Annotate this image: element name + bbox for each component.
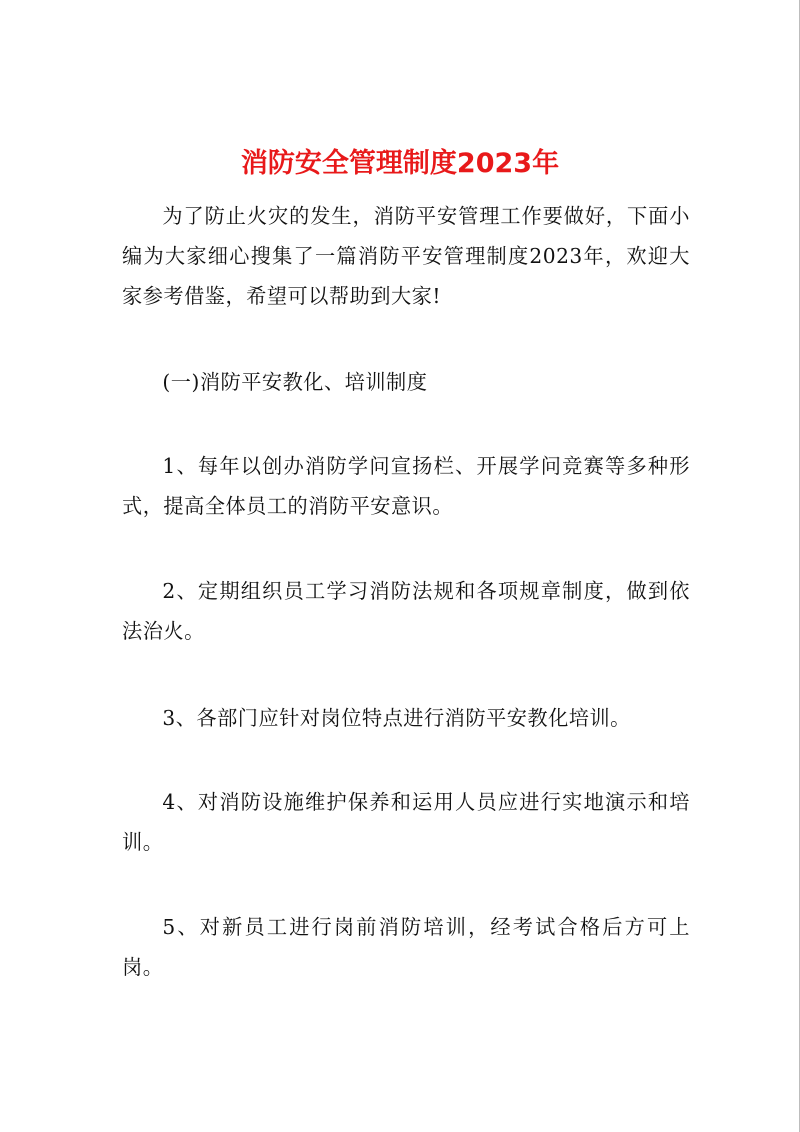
section-heading: (一)消防平安教化、培训制度 <box>162 370 428 394</box>
rule-item-5: 5、对新员工进行岗前消防培训，经考试合格后方可上岗。 <box>122 915 690 979</box>
document-title: 消防安全管理制度2023年 <box>240 148 560 180</box>
rule-item-1: 1、每年以创办消防学问宣扬栏、开展学问竞赛等多种形式，提高全体员工的消防平安意识。 <box>122 454 690 518</box>
intro-paragraph: 为了防止火灾的发生，消防平安管理工作要做好，下面小编为大家细心搜集了一篇消防平安管理制度2023年，欢迎大家参考借鉴，希望可以帮助到大家! <box>122 204 690 308</box>
rule-item-2: 2、定期组织员工学习消防法规和各项规章制度，做到依法治火。 <box>122 579 690 643</box>
rule-item-4: 4、对消防设施维护保养和运用人员应进行实地演示和培训。 <box>122 790 690 854</box>
rule-item-3: 3、各部门应针对岗位特点进行消防平安教化培训。 <box>162 706 631 730</box>
